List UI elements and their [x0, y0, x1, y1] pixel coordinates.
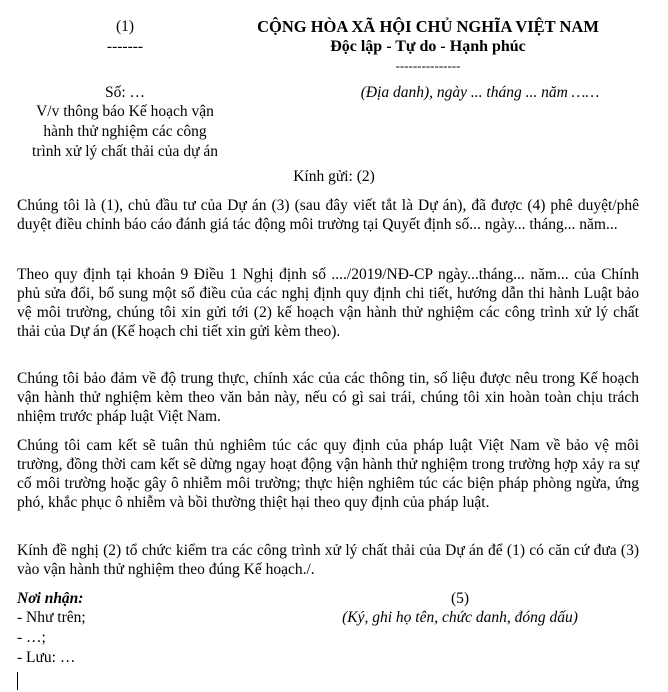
- motto-rule: ---------------: [395, 58, 461, 73]
- salutation: Kính gửi: (2): [293, 168, 375, 185]
- body-paragraph: Chúng tôi là (1), chủ đầu tư của Dự án (3) (sau đây viết tắt là Dự án), đã được (4) phê duyệt/phê duyệt điều chỉnh báo cáo đánh giá tác động môi trường tại Quyết định số... ngày... tháng... năm...: [17, 197, 639, 233]
- body-paragraph: Chúng tôi bảo đảm về độ trung thực, chính xác của các thông tin, số liệu được nêu trong Kế hoạch vận hành thử nghiệm kèm theo văn bản này, nếu có gì sai trái, chúng tôi xin hoàn toàn chịu trách nhiệm trước pháp luật Việt Nam.: [17, 370, 639, 425]
- body-paragraph: Theo quy định tại khoản 9 Điều 1 Nghị định số ..../2019/NĐ-CP ngày...tháng... năm... của Chính phủ sửa đổi, bổ sung một số điều của các nghị định quy định chi tiết, hướng dẫn thi hành Luật bảo vệ môi trường, chúng tôi xin gửi tới (2) kế hoạch vận hành thử nghiệm các công trình xử lý chất thải của Dự án (Kế hoạch chi tiết xin gửi kèm theo).: [17, 266, 639, 340]
- recipient-item: - Như trên;: [17, 609, 86, 626]
- subject-line: V/v thông báo Kế hoạch vận: [36, 103, 214, 120]
- issuer-ref: (1): [115, 18, 135, 35]
- document-number: Số: …: [104, 84, 146, 101]
- national-title: CỘNG HÒA XÃ HỘI CHỦ NGHĨA VIỆT NAM: [257, 17, 599, 36]
- recipient-item: - …;: [17, 629, 46, 646]
- place-date: (Địa danh), ngày ... tháng ... năm ……: [360, 84, 600, 101]
- subject-line: hành thử nghiệm các công: [43, 123, 207, 140]
- text-cursor: [17, 672, 18, 690]
- subject-line: trình xử lý chất thải của dự án: [32, 143, 218, 160]
- signature-note: (Ký, ghi họ tên, chức danh, đóng dấu): [342, 609, 578, 626]
- issuer-rule: -------: [106, 38, 144, 55]
- recipient-item: - Lưu: …: [17, 649, 76, 666]
- national-motto: Độc lập - Tự do - Hạnh phúc: [330, 38, 526, 55]
- signer-ref: (5): [450, 590, 470, 607]
- body-paragraph: Chúng tôi cam kết sẽ tuân thủ nghiêm túc các quy định của pháp luật Việt Nam về bảo vệ môi trường, đồng thời cam kết sẽ dừng ngay hoạt động vận hành thử nghiệm trong trường hợp xảy ra sự cố môi trường hoặc gây ô nhiễm môi trường; thực hiện nghiêm túc các biện pháp phòng ngừa, ứng phó, khắc phục ô nhiễm và bồi thường thiệt hại theo quy định của pháp luật.: [17, 437, 639, 511]
- body-paragraph: Kính đề nghị (2) tổ chức kiểm tra các công trình xử lý chất thải của Dự án để (1) có căn cứ đưa (3) vào vận hành thử nghiệm theo đúng Kế hoạch./.: [17, 542, 639, 578]
- recipients-heading: Nơi nhận:: [17, 590, 84, 607]
- subject-block: [5, 102, 245, 162]
